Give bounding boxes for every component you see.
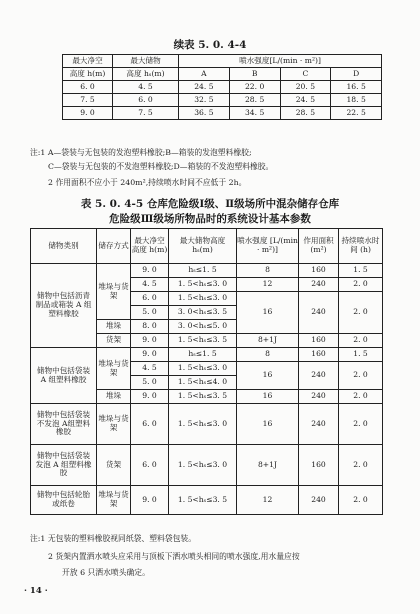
t2-cell: 8 <box>237 348 299 362</box>
t1-head-col2b: 高度 hₛ(m) <box>113 68 179 81</box>
t2-cell: 2. 0 <box>339 362 383 390</box>
t2-cell: 2. 0 <box>339 486 383 515</box>
t2-cell: 1. 5<hₛ≤4. 0 <box>169 376 237 390</box>
t1-cell: 16. 5 <box>331 81 382 94</box>
t2-cell: 9. 0 <box>131 348 169 362</box>
t2-cell: 3. 0<hₛ≤3. 5 <box>169 306 237 320</box>
t2-head-storage: 储存方式 <box>97 229 131 264</box>
t2-cell: 240 <box>299 486 339 515</box>
t2-head-max-height: 最大净空高度 h(m) <box>131 229 169 264</box>
t1-cell: 6. 0 <box>113 94 179 107</box>
t1-cell: 32. 5 <box>179 94 230 107</box>
t1-cell: 34. 5 <box>229 107 280 120</box>
t2-cell: 1. 5 <box>339 348 383 362</box>
t2-head-max-storage-height: 最大储物高度 hₛ(m) <box>169 229 237 264</box>
t2-cell: 2. 0 <box>339 445 383 486</box>
t2-storage: 堆垛与货架 <box>97 264 131 320</box>
t2-cell: 2. 0 <box>339 292 383 334</box>
t2-cell: 16 <box>237 390 299 404</box>
t2-cell: 1. 5 <box>339 264 383 278</box>
t2-storage: 堆垛 <box>97 390 131 404</box>
t2-category-nonfoam: 储物中包括袋装不发泡 A组塑料橡胶 <box>31 404 97 445</box>
t2-cell: 240 <box>299 362 339 390</box>
note1-line1: 注:1 A—袋装与无包装的发泡塑料橡胶;B—箱装的发泡塑料橡胶; <box>30 148 252 157</box>
table-row <box>31 486 383 515</box>
t2-cell: 1. 5<hₛ≤3. 5 <box>169 334 237 348</box>
t2-cell: 9. 0 <box>131 486 169 515</box>
table2-caption-line1: 表 5. 0. 4-5 仓库危险级Ⅰ级、Ⅱ级场所中混杂储存仓库 <box>80 198 340 210</box>
t1-head-col1b: 高度 h(m) <box>63 68 113 81</box>
t2-storage: 堆垛 <box>97 320 131 334</box>
t2-cell: 1. 5<hₛ≤3. 0 <box>169 362 237 376</box>
t2-head-duration: 持续喷水时间 (h) <box>339 229 383 264</box>
t1-cell: 24. 5 <box>280 94 331 107</box>
t2-cell: 5. 0 <box>131 376 169 390</box>
t2-cell: 8+1J <box>237 445 299 486</box>
t2-cell: 1. 5<hₛ≤3. 0 <box>169 445 237 486</box>
t1-cell: 28. 5 <box>280 107 331 120</box>
t1-head-spray: 喷水强度[L/(min · m²)] <box>179 55 382 68</box>
t1-cell: 22. 0 <box>229 81 280 94</box>
t2-cell: 6. 0 <box>131 445 169 486</box>
t2-cell: 2. 0 <box>339 390 383 404</box>
t2-cell: 4. 5 <box>131 278 169 292</box>
t1-cell: 6. 0 <box>63 81 113 94</box>
t1-cell: 24. 5 <box>179 81 230 94</box>
table1-caption: 续表 5. 0. 4-4 <box>173 39 247 51</box>
table-row <box>63 107 382 120</box>
table2 <box>30 228 383 515</box>
t2-cell: 8 <box>237 264 299 278</box>
t2-cell: 240 <box>299 404 339 445</box>
t1-cell: 18. 5 <box>331 94 382 107</box>
t2-storage: 堆垛与货架 <box>97 348 131 390</box>
note2-line1: 注:1 无包装的塑料橡胶视同纸袋、塑料袋包装。 <box>30 534 197 543</box>
t2-cell: 8. 0 <box>131 320 169 334</box>
t2-category-tires: 储物中包括轮胎或纸卷 <box>31 486 97 515</box>
t2-cell: 160 <box>299 264 339 278</box>
t2-cell: 240 <box>299 278 339 292</box>
table-row <box>63 94 382 107</box>
t2-cell: 240 <box>299 390 339 404</box>
t2-head-spray-intensity: 喷水强度 [L/(min · m²)] <box>237 229 299 264</box>
note2-line2: 2 货架内置洒水喷头应采用与顶板下洒水喷头相同的喷水强度,用水量应按 <box>48 552 300 561</box>
table-row <box>31 264 383 278</box>
t1-cell: 7. 5 <box>113 107 179 120</box>
t2-cell: 160 <box>299 334 339 348</box>
t1-head-c: C <box>280 68 331 81</box>
t2-cell: 2. 0 <box>339 278 383 292</box>
t2-cell: 12 <box>237 278 299 292</box>
t1-head-col1a: 最大净空 <box>63 55 113 68</box>
t2-cell: 6. 0 <box>131 292 169 306</box>
t2-cell: 1. 5<hₛ≤3. 0 <box>169 278 237 292</box>
t1-head-d: D <box>331 68 382 81</box>
t2-cell: 1. 5<hₛ≤3. 0 <box>169 292 237 306</box>
table-row <box>63 81 382 94</box>
t2-cell: 16 <box>237 404 299 445</box>
table-row <box>31 404 383 445</box>
t2-cell: hₛ≤1. 5 <box>169 264 237 278</box>
t1-cell: 7. 5 <box>63 94 113 107</box>
table-row <box>31 348 383 362</box>
note1-line3: 2 作用面积不应小于 240m²,持续喷水时间不应低于 2h。 <box>48 178 247 187</box>
page-number: · 14 · <box>24 586 48 596</box>
t1-cell: 22. 5 <box>331 107 382 120</box>
t2-cell: 3. 0<hₛ≤5. 0 <box>169 320 237 334</box>
t2-cell: 160 <box>299 348 339 362</box>
t1-head-col2a: 最大储物 <box>113 55 179 68</box>
t2-cell: 2. 0 <box>339 404 383 445</box>
t2-head-category: 储物类别 <box>31 229 97 264</box>
t2-category-foam: 储物中包括袋装发泡 A 组塑料橡胶 <box>31 445 97 486</box>
t2-cell: 1. 5<hₛ≤3. 5 <box>169 390 237 404</box>
t2-category-bagged: 储物中包括袋装 A 组塑料橡胶 <box>31 348 97 404</box>
t2-storage: 堆垛与货架 <box>97 486 131 515</box>
t2-cell: 2. 0 <box>339 334 383 348</box>
t2-head-area: 作用面积 (m²) <box>299 229 339 264</box>
t1-cell: 28. 5 <box>229 94 280 107</box>
t1-cell: 36. 5 <box>179 107 230 120</box>
t1-cell: 4. 5 <box>113 81 179 94</box>
t2-cell: 9. 0 <box>131 264 169 278</box>
table-row <box>31 445 383 486</box>
t2-cell: 6. 0 <box>131 404 169 445</box>
t2-cell: hₛ≤1. 5 <box>169 348 237 362</box>
t2-cell: 16 <box>237 292 299 334</box>
t1-head-b: B <box>229 68 280 81</box>
t2-cell: 1. 5<hₛ≤3. 5 <box>169 486 237 515</box>
t2-cell: 12 <box>237 486 299 515</box>
t2-cell: 240 <box>299 292 339 334</box>
t1-cell: 9. 0 <box>63 107 113 120</box>
t2-cell: 4. 5 <box>131 362 169 376</box>
t2-category-asphalt: 储物中包括沥青制品或箱装 A 组塑料橡胶 <box>31 264 97 348</box>
t2-cell: 5. 0 <box>131 306 169 320</box>
t2-cell: 9. 0 <box>131 390 169 404</box>
t1-head-a: A <box>179 68 230 81</box>
t2-cell: 9. 0 <box>131 334 169 348</box>
note2-line3: 开放 6 只洒水喷头确定。 <box>62 568 150 577</box>
t2-cell: 16 <box>237 362 299 390</box>
t2-cell: 1. 5<hₛ≤3. 0 <box>169 404 237 445</box>
t2-storage: 货架 <box>97 445 131 486</box>
t2-storage: 货架 <box>97 334 131 348</box>
table1 <box>62 54 382 120</box>
t2-cell: 8+1J <box>237 334 299 348</box>
note1-line2: C—袋装与无包装的不发泡塑料橡胶;D—箱装的不发泡塑料橡胶。 <box>48 162 274 171</box>
t2-cell: 160 <box>299 445 339 486</box>
t1-cell: 20. 5 <box>280 81 331 94</box>
t2-storage: 堆垛与货架 <box>97 404 131 445</box>
table2-caption-line2: 危险级Ⅲ级场所物品时的系统设计基本参数 <box>109 213 311 225</box>
